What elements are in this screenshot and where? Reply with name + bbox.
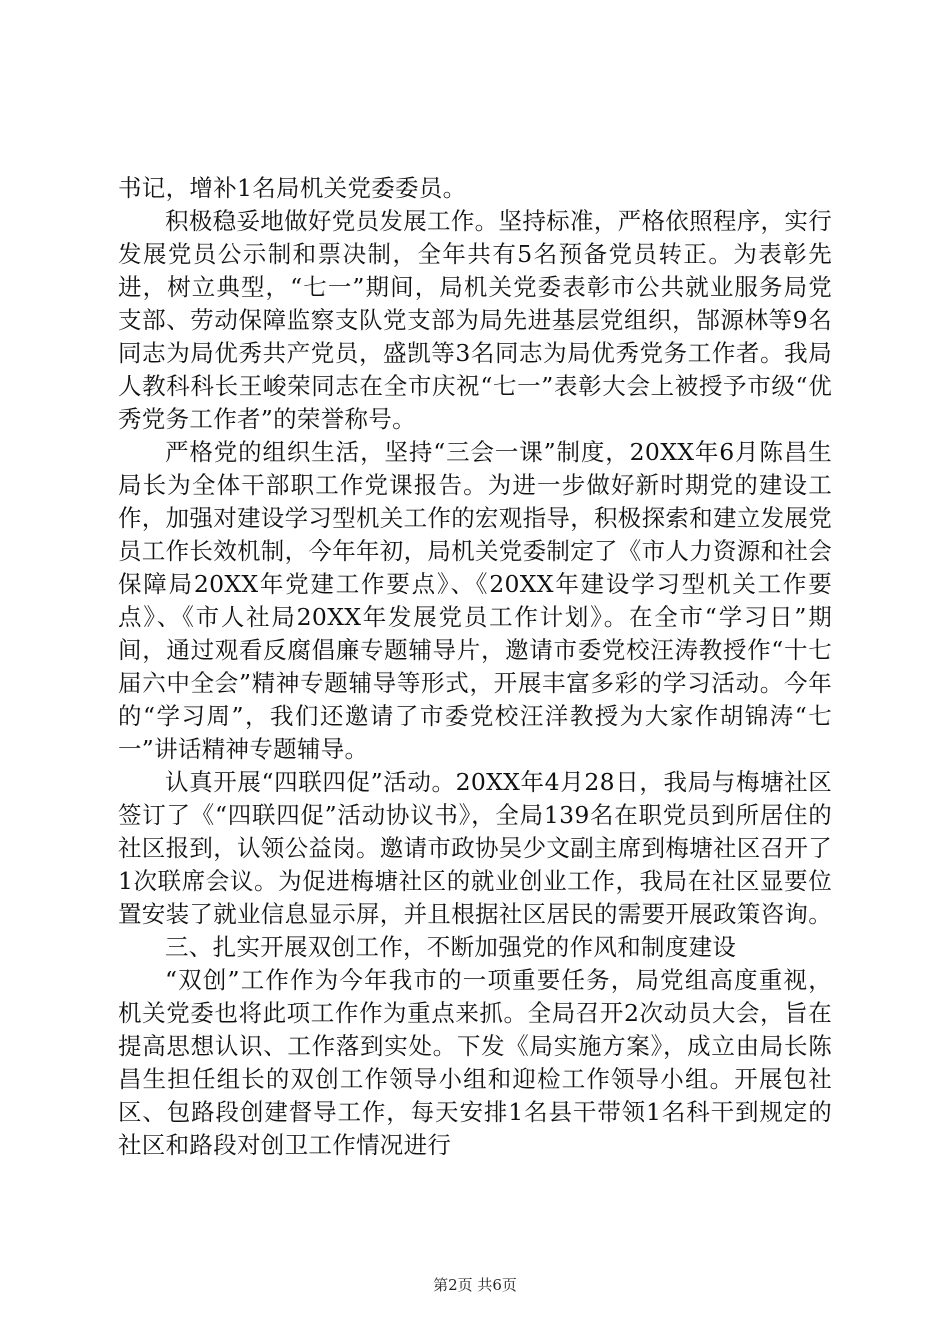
paragraph-party-member-development: 积极稳妥地做好党员发展工作。坚持标准，严格依照程序，实行发展党员公示制和票决制，全年共有5名预备党员转正。为表彰先进，树立典型，“七一”期间，局机关党委表彰市公共就业服务局党支部、劳动保障监察支队党支部为局先进基层党组织，郜源林等9名同志为局优秀共产党员，盛凯等3名同志为局优秀党务工作者。我局人教科科长王峻荣同志在全市庆祝“七一”表彰大会上被授予市级“优秀党务工作者”的荣誉称号。 [118,207,832,433]
paragraph-continuation: 书记，增补1名局机关党委委员。 [118,174,467,202]
section-heading-three: 三、扎实开展双创工作，不断加强党的作风和制度建设 [165,933,737,961]
paragraph-organizational-life: 严格党的组织生活，坚持“三会一课”制度，20XX年6月陈昌生局长为全体干部职工作党课报告。为进一步做好新时期党的建设工作，加强对建设学习型机关工作的宏观指导，积极探索和建立发展党员工作长效机制，今年年初，局机关党委制定了《市人力资源和社会保障局20XX年党建工作要点》、《20XX年建设学习型机关工作要点》、《市人社局20XX年发展党员工作计划》。在全市“学习日”期间，通过观看反腐倡廉专题辅导片，邀请市委党校汪涛教授作“十七届六中全会”精神专题辅导等形式，开展丰富多彩的学习活动。今年的“学习周”，我们还邀请了市委党校汪洋教授为大家作胡锦涛“七一”讲话精神专题辅导。 [118,438,832,763]
document-body [118,172,832,1162]
paragraph-four-links-four-promotions: 认真开展“四联四促”活动。20XX年4月28日，我局与梅塘社区签订了《“四联四促”活动协议书》，全局139名在职党员到所居住的社区报到，认领公益岗。邀请市政协吴少文副主席到梅塘社区召开了1次联席会议。为促进梅塘社区的就业创业工作，我局在社区显要位置安装了就业信息显示屏，并且根据社区居民的需要开展政策咨询。 [118,768,832,928]
paragraph-double-creation-work: “双创”工作作为今年我市的一项重要任务，局党组高度重视，机关党委也将此项工作作为重点来抓。全局召开2次动员大会，旨在提高思想认识、工作落到实处。下发《局实施方案》，成立由局长陈昌生担任组长的双创工作领导小组和迎检工作领导小组。开展包社区、包路段创建督导工作，每天安排1名县干带领1名科干到规定的社区和路段对创卫工作情况进行 [118,966,832,1159]
page-number-footer: 第2页 共6页 [433,1276,517,1294]
